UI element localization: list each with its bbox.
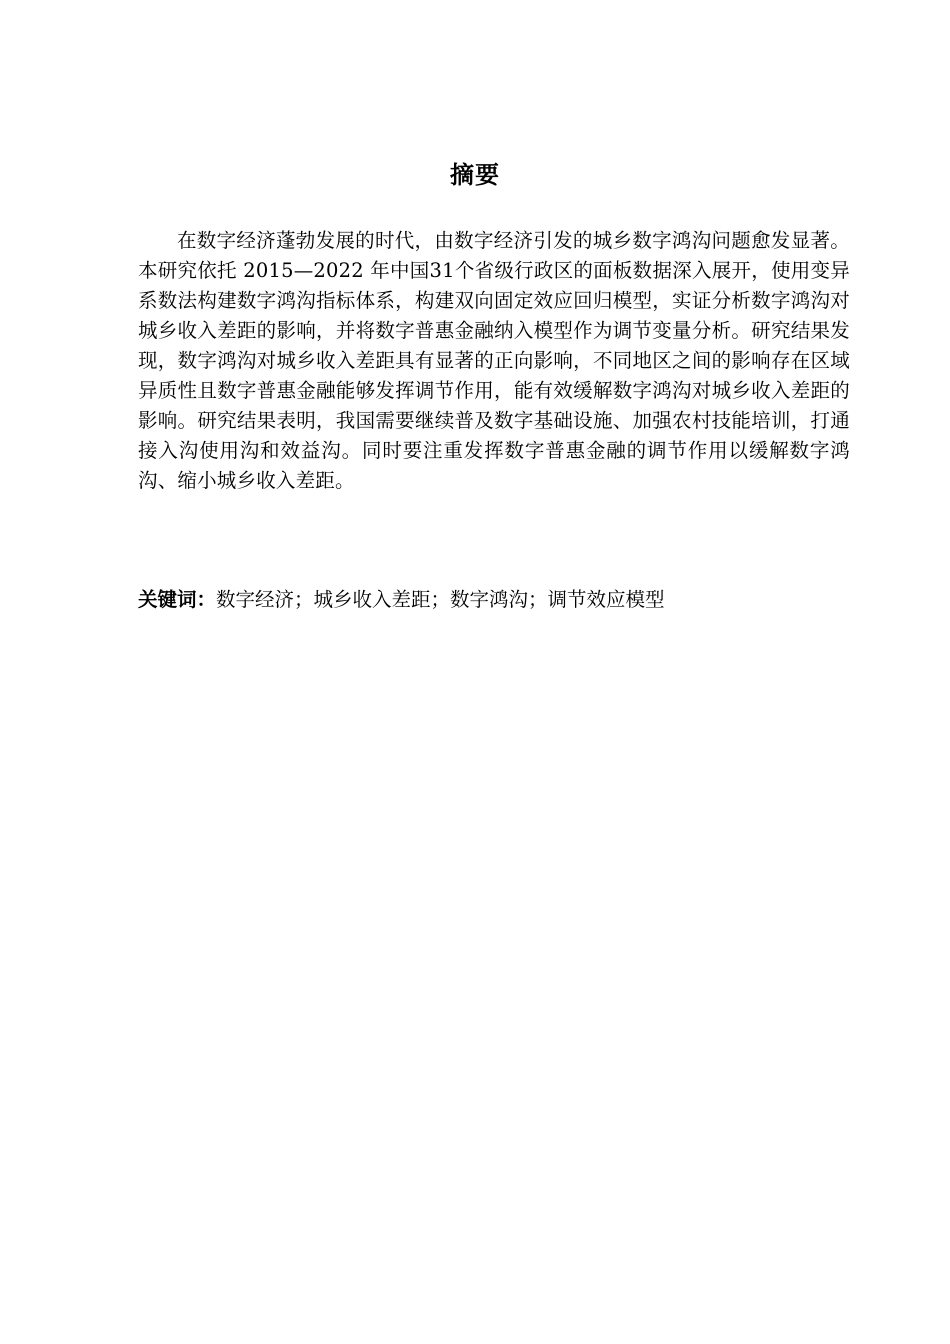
abstract-title: 摘要: [450, 161, 500, 189]
keywords-text: 数字经济；城乡收入差距；数字鸿沟；调节效应模型: [216, 588, 665, 611]
abstract-body: 在数字经济蓬勃发展的时代，由数字经济引发的城乡数字鸿沟问题愈发显著。本研究依托 2015—2022 年中国31个省级行政区的面板数据深入展开，使用变异系数法构建数字鸿沟指标体系，构建双向固定效应回归模型，实证分析数字鸿沟对城乡收入差距的影响，并将数字普惠金融纳入模型作为调节变量分析。研究结果发现，数字鸿沟对城乡收入差距具有显著的正向影响，不同地区之间的影响存在区域异质性且数字普惠金融能够发挥调节作用，能有效缓解数字鸿沟对城乡收入差距的影响。研究结果表明，我国需要继续普及数字基础设施、加强农村技能培训，打通接入沟使用沟和效益沟。同时要注重发挥数字普惠金融的调节作用以缓解数字鸿沟、缩小城乡收入差距。: [138, 229, 850, 492]
keywords-line: [138, 585, 850, 615]
keywords-label: 关键词：: [138, 588, 217, 611]
